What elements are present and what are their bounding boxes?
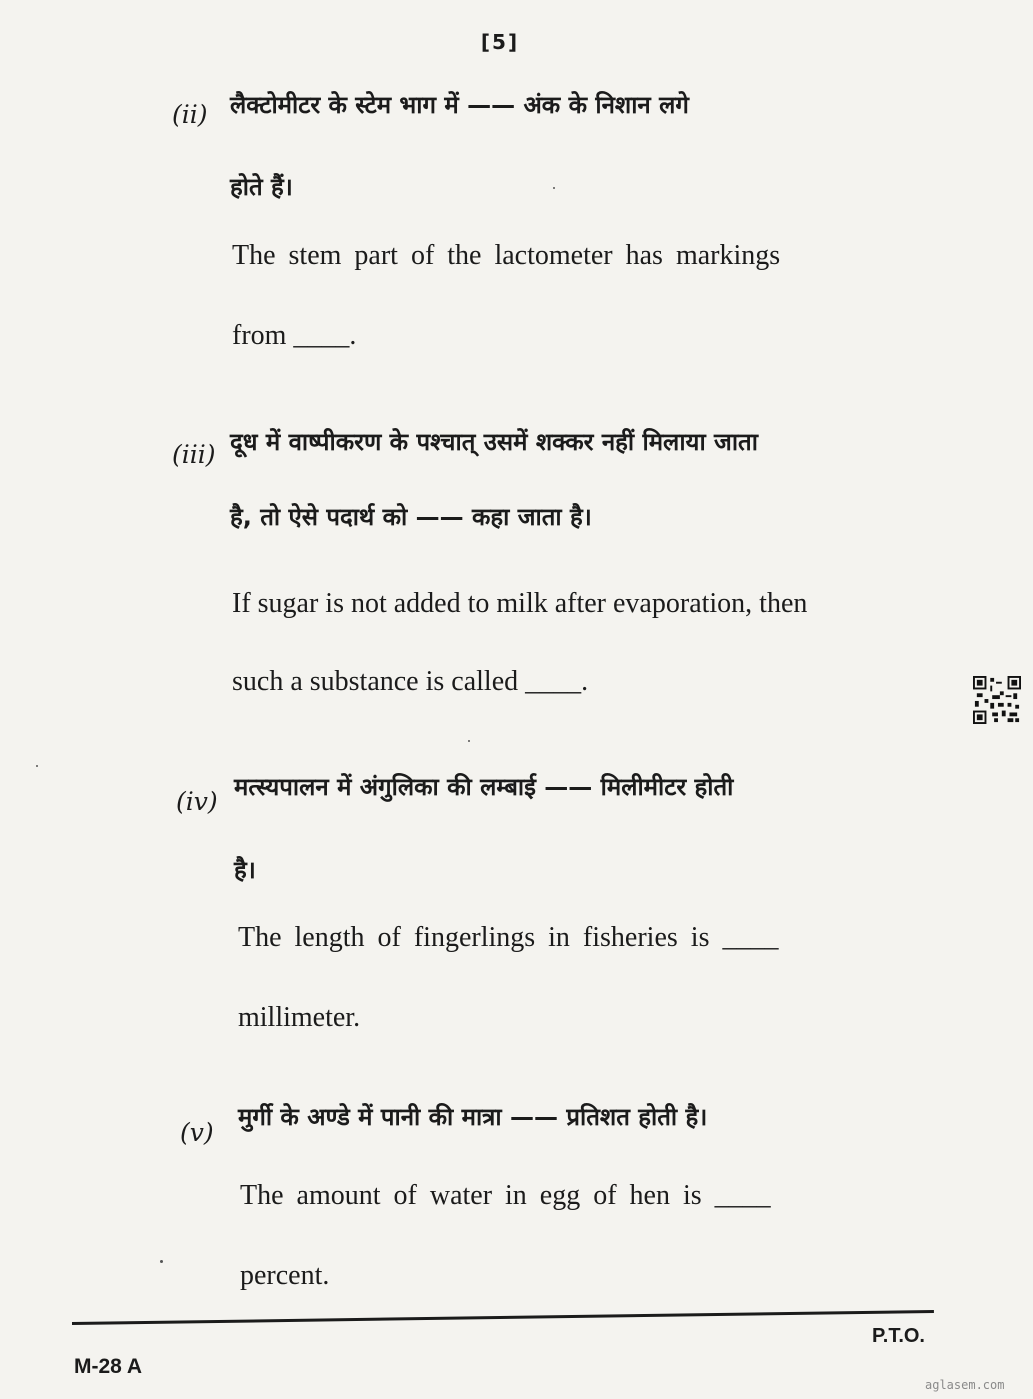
scan-speck (553, 187, 555, 189)
question-english-line: from ____. (232, 320, 357, 351)
question-hindi-line: होते हैं। (230, 173, 293, 201)
question-number: (ii) (172, 100, 208, 129)
question-number: (v) (180, 1118, 214, 1147)
question-english-line: The amount of water in egg of hen is ____ (240, 1180, 771, 1211)
question-english-line: The stem part of the lactometer has markings (232, 240, 781, 271)
question-hindi-line: लैक्टोमीटर के स्टेम भाग में —— अंक के निशान लगे (230, 91, 689, 119)
question-english-line: millimeter. (238, 1002, 361, 1033)
paper-code: M-28 A (74, 1355, 143, 1378)
scan-speck (468, 740, 470, 742)
qr-code-icon (972, 676, 1022, 724)
scan-speck (36, 765, 38, 767)
question-hindi-line: है, तो ऐसे पदार्थ को —— कहा जाता है। (230, 503, 592, 531)
question-english-line: If sugar is not added to milk after evaporation, then (232, 588, 808, 619)
question-number: (iii) (172, 440, 216, 469)
question-hindi-line: दूध में वाष्पीकरण के पश्चात् उसमें शक्कर नहीं मिलाया जाता (230, 428, 758, 456)
question-english-line: percent. (240, 1260, 330, 1291)
page-number: [5] (480, 30, 520, 54)
watermark: aglasem.com (925, 1378, 1005, 1392)
question-hindi-line: है। (234, 856, 256, 884)
question-hindi-line: मत्स्यपालन में अंगुलिका की लम्बाई —— मिलीमीटर होती (234, 773, 734, 801)
scan-speck (160, 1260, 163, 1263)
question-number: (iv) (176, 787, 218, 816)
pto-label: P.T.O. (872, 1325, 925, 1347)
question-english-line: such a substance is called ____. (232, 666, 589, 697)
footer-rule (72, 1310, 934, 1325)
question-english-line: The length of fingerlings in fisheries is ____ (238, 922, 779, 953)
question-hindi-line: मुर्गी के अण्डे में पानी की मात्रा —— प्रतिशत होती है। (238, 1103, 708, 1131)
